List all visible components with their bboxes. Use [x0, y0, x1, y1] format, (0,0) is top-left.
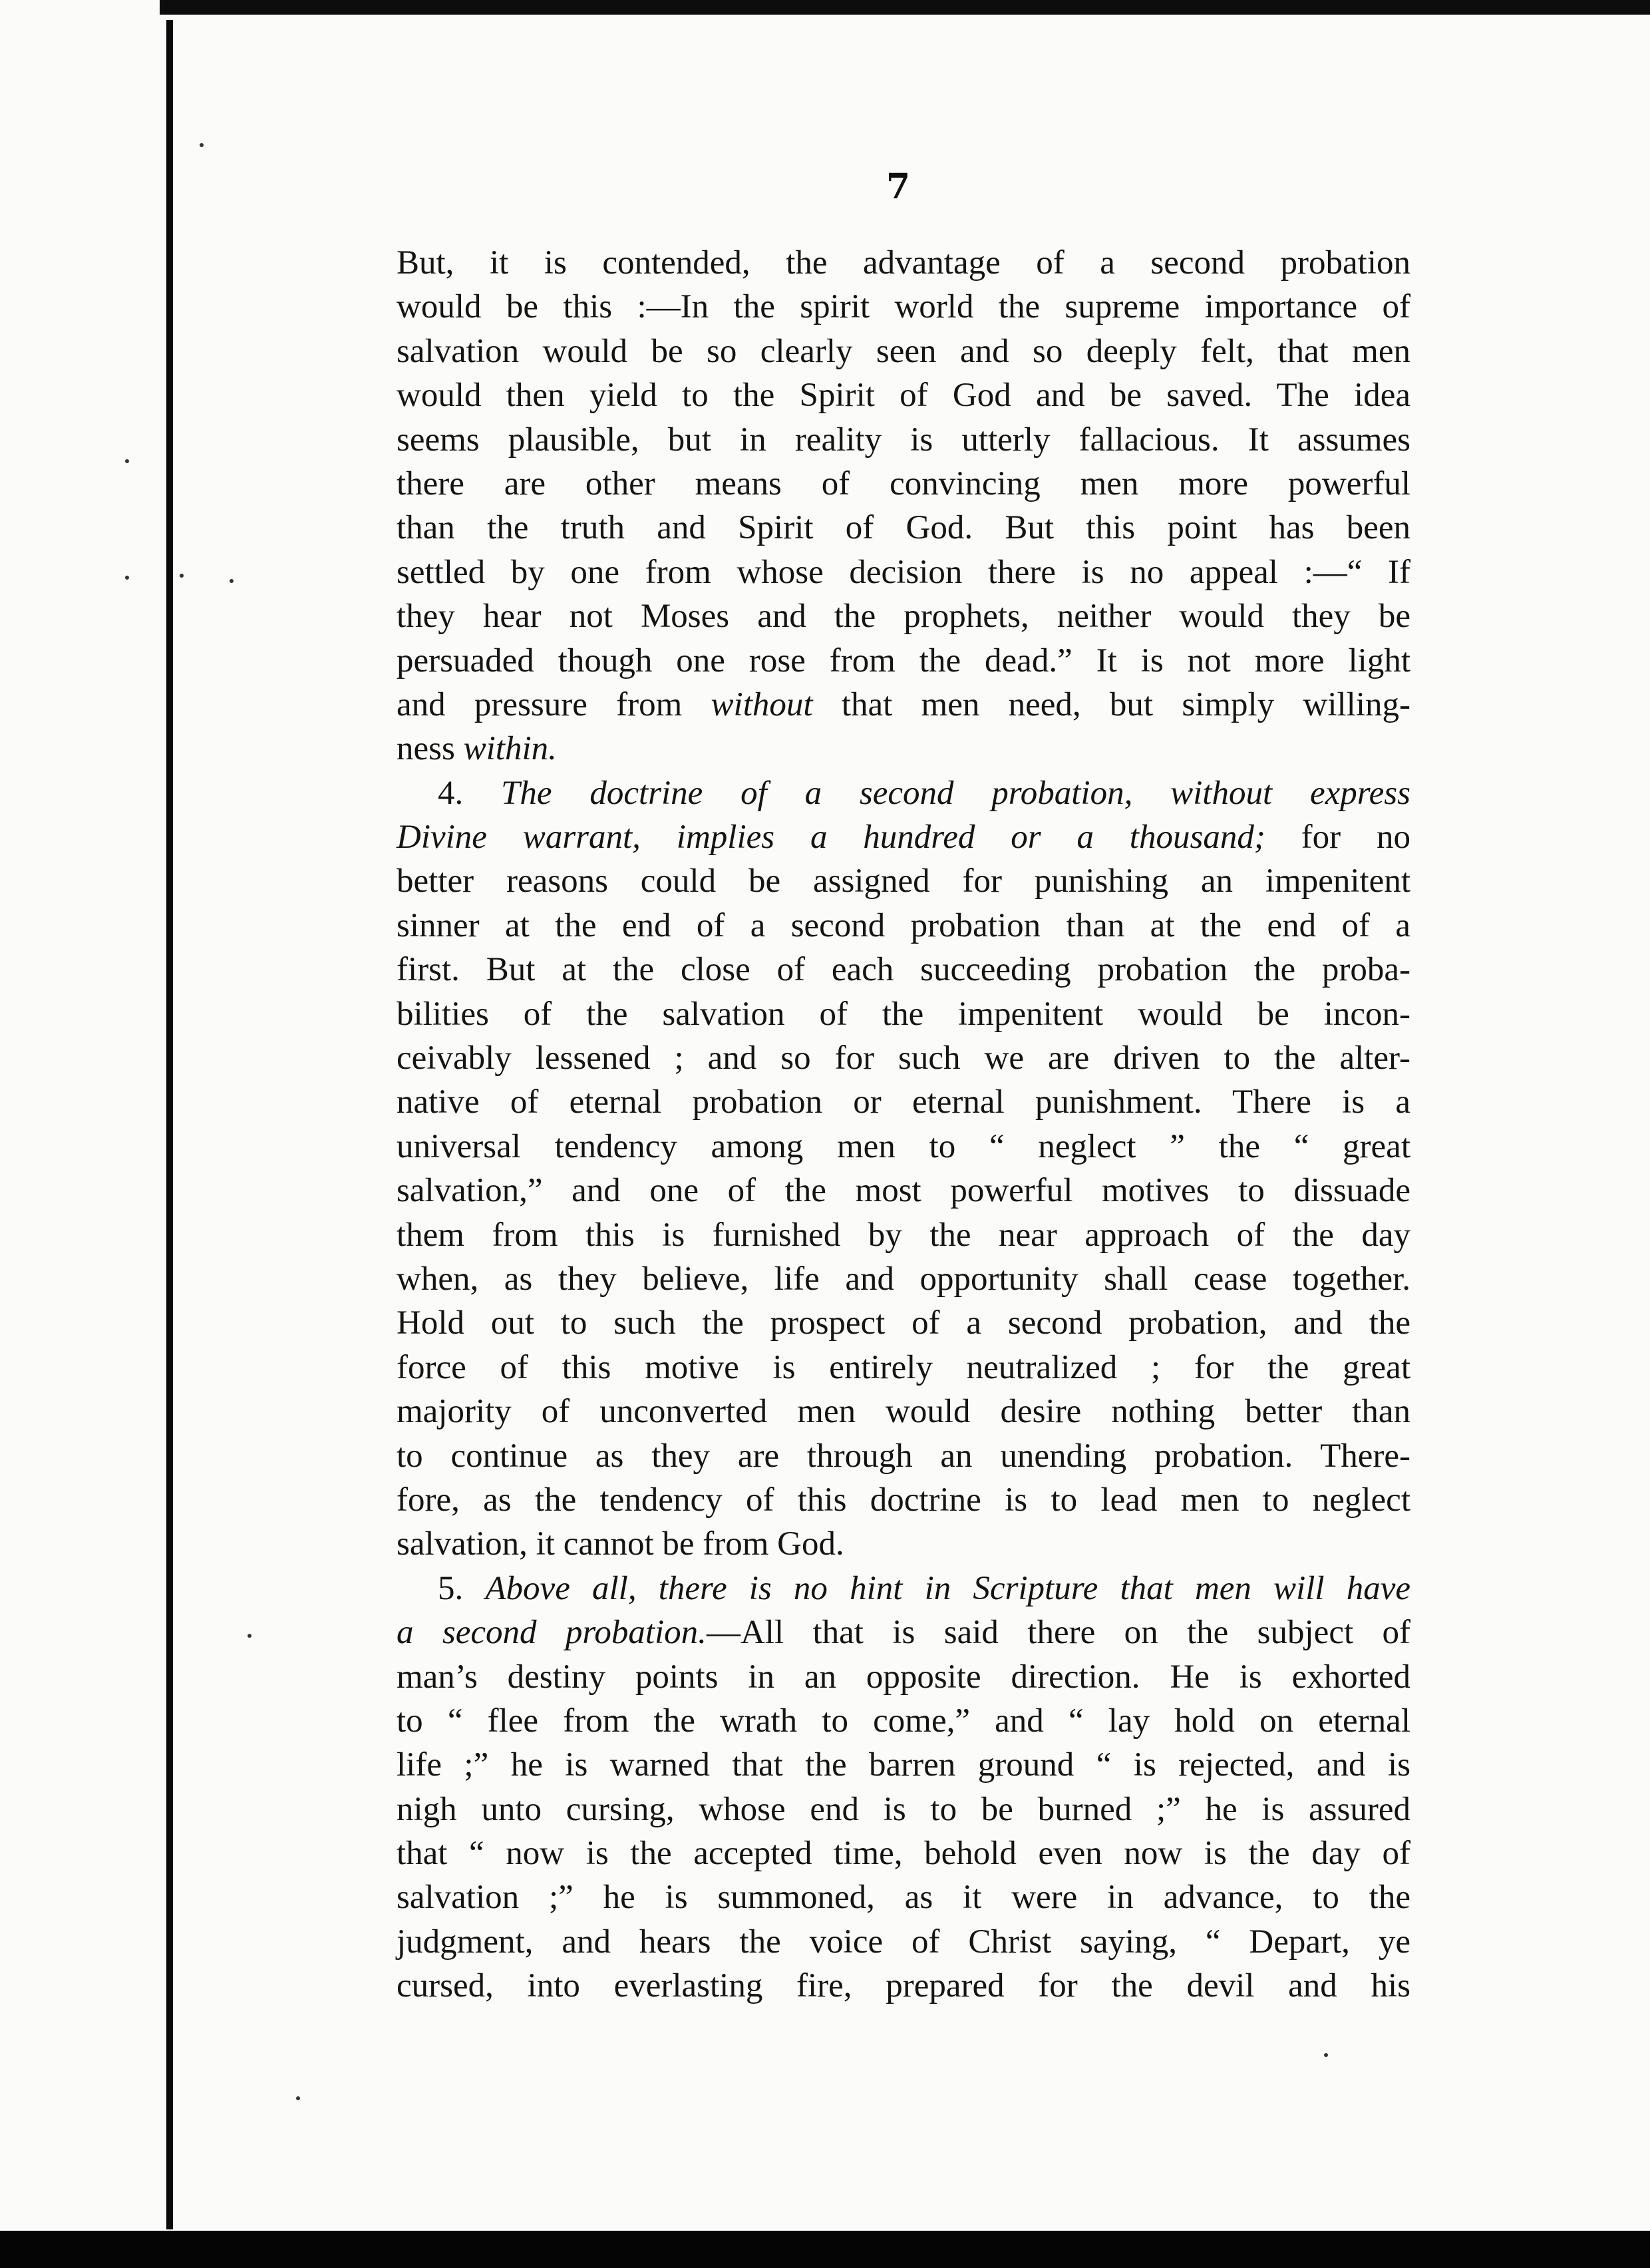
text-run: persuaded though one rose from the dead.” It is not more light: [397, 642, 1410, 679]
text-run: when, as they believe, life and opportunity shall cease together.: [397, 1260, 1410, 1298]
left-margin: [0, 0, 160, 2268]
text-run: life ;” he is warned that the barren ground “ is rejected, and is: [397, 1746, 1410, 1784]
text-line: [397, 1434, 1410, 1478]
text-run: But, it is contended, the advantage of a second probation: [397, 244, 1410, 282]
scan-bottom-border: [0, 2231, 1650, 2268]
text-run: majority of unconverted men would desire nothing better than: [397, 1393, 1410, 1431]
text-run: salvation, it cannot be from God.: [397, 1525, 844, 1563]
scan-speck: [248, 1634, 251, 1638]
text-run: bilities of the salvation of the impenitent would be incon-: [397, 995, 1410, 1033]
text-line: [397, 506, 1410, 550]
text-run: —All that is said there on the subject of: [706, 1614, 1410, 1652]
italic-run: Above all, there is no hint in Scripture that men will have: [485, 1569, 1411, 1607]
text-line: [397, 1257, 1410, 1301]
text-line: [397, 594, 1410, 638]
text-line: [397, 1390, 1410, 1433]
text-line: [397, 1213, 1410, 1257]
text-run: man’s destiny points in an opposite direction. He is exhorted: [397, 1658, 1410, 1696]
text-line: [397, 329, 1410, 373]
italic-run: within.: [463, 730, 557, 768]
scan-speck: [180, 574, 184, 578]
italic-run: Divine warrant, implies a hundred or a thousand;: [397, 819, 1265, 856]
text-run: 5.: [438, 1569, 486, 1607]
text-line: [397, 727, 1410, 771]
text-line: [397, 1036, 1410, 1080]
text-run: native of eternal probation or eternal punishment. There is a: [397, 1083, 1410, 1121]
text-run: 4.: [438, 774, 502, 812]
scan-top-border: [0, 0, 1650, 15]
text-line: [397, 1831, 1410, 1875]
binding-edge-line: [166, 20, 173, 2229]
text-run: to continue as they are through an unending probation. There-: [397, 1437, 1410, 1475]
text-line: [397, 373, 1410, 417]
text-run: universal tendency among men to “ neglect ” the “ great: [397, 1127, 1410, 1165]
text-line: [397, 462, 1410, 506]
text-line: [397, 1610, 1410, 1654]
scan-speck: [200, 143, 204, 147]
text-line: [397, 550, 1410, 594]
text-run: them from this is furnished by the near approach of the day: [397, 1216, 1410, 1254]
text-line: [397, 948, 1410, 992]
text-run: judgment, and hears the voice of Christ saying, “ Depart, ye: [397, 1923, 1410, 1961]
text-line: [397, 815, 1410, 859]
text-line: [397, 1655, 1410, 1699]
text-line: [397, 1567, 1410, 1610]
text-run: Hold out to such the prospect of a second probation, and the: [397, 1304, 1410, 1342]
text-line: [397, 904, 1410, 948]
body-text: [397, 241, 1410, 2008]
text-run: they hear not Moses and the prophets, neither would they be: [397, 598, 1410, 636]
text-line: [397, 1301, 1410, 1345]
scan-speck: [296, 2096, 300, 2100]
text-run: ceivably lessened ; and so for such we are driven to the alter-: [397, 1040, 1410, 1077]
text-run: first. But at the close of each succeeding probation the proba-: [397, 951, 1410, 989]
text-run: nigh unto cursing, whose end is to be burned ;” he is assured: [397, 1790, 1410, 1828]
text-run: cursed, into everlasting fire, prepared for the devil and his: [397, 1967, 1410, 2005]
text-run: force of this motive is entirely neutralized ; for the great: [397, 1348, 1410, 1386]
text-line: [397, 859, 1410, 903]
text-run: for no: [1265, 819, 1410, 856]
text-line: [397, 1920, 1410, 1964]
text-line: [397, 1169, 1410, 1213]
text-line: [397, 992, 1410, 1036]
text-line: [397, 1699, 1410, 1743]
text-run: salvation ;” he is summoned, as it were in advance, to the: [397, 1879, 1410, 1917]
text-line: [397, 1788, 1410, 1831]
text-run: salvation,” and one of the most powerful motives to dissuade: [397, 1172, 1410, 1210]
text-line: [397, 1125, 1410, 1169]
text-run: would then yield to the Spirit of God and be saved. The idea: [397, 377, 1410, 415]
text-line: [397, 1875, 1410, 1919]
text-line: [397, 639, 1410, 683]
text-line: [397, 418, 1410, 462]
text-run: seems plausible, but in reality is utterly fallacious. It assumes: [397, 421, 1410, 459]
text-line: [397, 1080, 1410, 1124]
text-run: that men need, but simply willing-: [812, 685, 1410, 723]
text-run: would be this :—In the spirit world the supreme importance of: [397, 288, 1410, 326]
text-line: [397, 771, 1410, 815]
page-number: 7: [886, 166, 911, 207]
text-run: than the truth and Spirit of God. But this point has been: [397, 509, 1410, 547]
text-run: ness: [397, 730, 464, 768]
text-run: sinner at the end of a second probation than at the end of a: [397, 906, 1410, 944]
italic-run: a second probation.: [397, 1614, 707, 1652]
text-run: fore, as the tendency of this doctrine is to lead men to neglect: [397, 1481, 1410, 1519]
scan-speck: [125, 459, 129, 463]
text-run: salvation would be so clearly seen and so deeply felt, that men: [397, 332, 1410, 370]
text-run: better reasons could be assigned for punishing an impenitent: [397, 862, 1410, 900]
text-line: [397, 285, 1410, 329]
scan-speck: [125, 576, 129, 580]
text-line: [397, 1346, 1410, 1390]
text-run: that “ now is the accepted time, behold even now is the day of: [397, 1835, 1410, 1873]
text-run: settled by one from whose decision there is no appeal :—“ If: [397, 553, 1410, 591]
text-line: [397, 1743, 1410, 1787]
text-run: and pressure from: [397, 685, 711, 723]
text-run: to “ flee from the wrath to come,” and “ lay hold on eternal: [397, 1702, 1410, 1740]
italic-run: without: [711, 685, 813, 723]
italic-run: The doctrine of a second probation, without express: [501, 774, 1410, 812]
text-line: [397, 683, 1410, 727]
text-line: [397, 1478, 1410, 1522]
text-run: there are other means of convincing men more powerful: [397, 465, 1410, 502]
scan-speck: [1324, 2053, 1328, 2057]
text-line: [397, 1522, 1410, 1566]
scan-speck: [230, 579, 234, 583]
text-line: [397, 241, 1410, 285]
text-line: [397, 1964, 1410, 2008]
